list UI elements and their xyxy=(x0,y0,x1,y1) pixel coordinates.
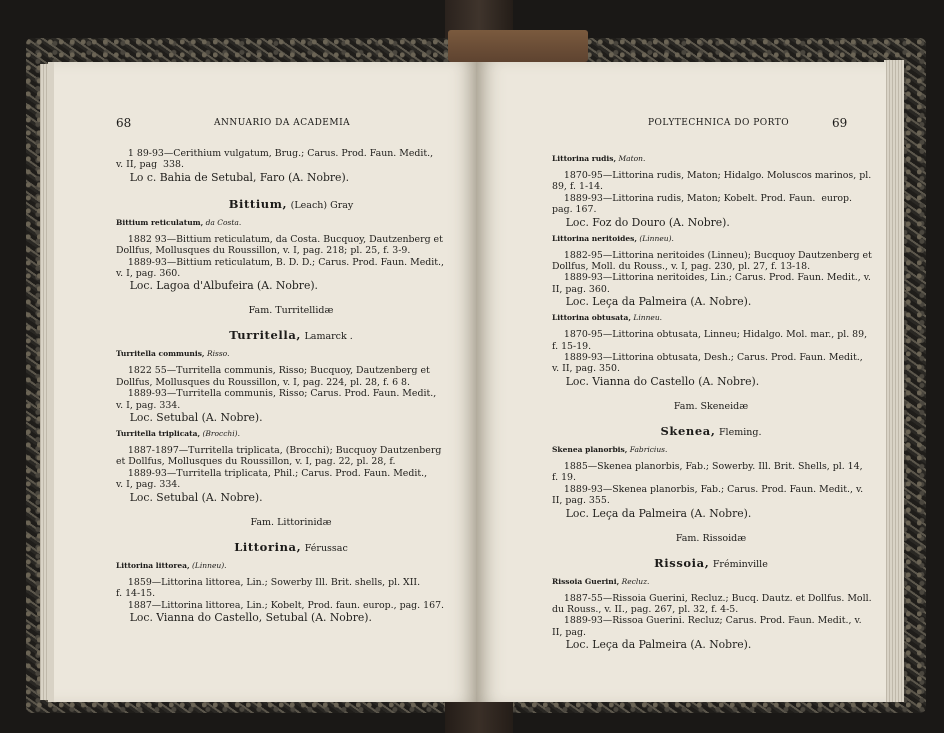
text-line: v. I, pag. 334. xyxy=(116,399,181,411)
right-page-edges xyxy=(884,60,904,702)
left-page xyxy=(48,62,478,702)
text-line: f. 19. xyxy=(552,472,577,484)
text-line: f. 14-15. xyxy=(116,588,156,600)
family-heading: Fam. Littorinidæ xyxy=(250,516,332,528)
species-author: (Linneu). xyxy=(192,560,227,570)
species-heading xyxy=(116,561,466,570)
locality-line: Loc. Leça da Palmeira (A. Nobre). xyxy=(552,295,752,309)
genus-author: Fleming. xyxy=(718,426,762,438)
locality-line: Loc. Vianna do Castello, Setubal (A. Nobre). xyxy=(116,610,372,624)
text-line: Dollfus, Mollusques du Roussillon, v. I, pag. 218; pl. 25, f. 3-9. xyxy=(116,245,411,257)
species-name: Littorina neritoides, xyxy=(552,233,637,243)
text-line: v. I, pag. 360. xyxy=(116,268,181,280)
species-heading xyxy=(552,234,870,243)
genus-heading xyxy=(552,556,870,570)
text-line: 1889-93—Turritella communis, Risso; Carus. Prod. Faun. Medit., xyxy=(116,388,437,400)
page-number: 68 xyxy=(116,116,132,130)
text-line: 89, f. 1-14. xyxy=(552,181,604,193)
species-author: (Brocchi). xyxy=(202,429,240,439)
text-line: 1889-93—Littorina neritoides, Lin.; Carus. Prod. Faun. Medit., v. xyxy=(552,272,871,284)
species-name: Turritella communis, xyxy=(116,349,205,359)
species-author: Fabricius. xyxy=(629,444,668,454)
locality-line: Loc. Foz do Douro (A. Nobre). xyxy=(552,215,730,229)
locality-line: Loc. Setubal (A. Nobre). xyxy=(116,411,263,425)
locality-line: Loc. Leça da Palmeira (A. Nobre). xyxy=(552,638,752,652)
genus-heading xyxy=(116,540,466,554)
text-line: du Rouss., v. II., pag. 267, pl. 32, f. 4-5. xyxy=(552,603,739,615)
text-line: 1822 55—Turritella communis, Risso; Bucquoy, Dautzenberg et xyxy=(116,365,430,377)
family-heading: Fam. Turritellidæ xyxy=(248,305,334,317)
genus-name: Rissoia, xyxy=(654,555,710,570)
genus-author: Lamarck . xyxy=(304,331,353,343)
text-line: 1889-93—Littorina obtusata, Desh.; Carus. Prod. Faun. Medit., xyxy=(552,352,863,364)
family-heading: Fam. Rissoidæ xyxy=(675,532,747,544)
species-name: Littorina obtusata, xyxy=(552,313,631,323)
genus-name: Turritella, xyxy=(229,328,301,343)
genus-name: Bittium, xyxy=(228,196,288,211)
locality-line: Loc. Vianna do Castello (A. Nobre). xyxy=(552,374,760,388)
text-line: II, pag. xyxy=(552,626,586,638)
locality-line: Loc. Lagoa d'Albufeira (A. Nobre). xyxy=(116,279,318,293)
species-heading xyxy=(116,218,466,227)
text-line: Dollfus, Moll. du Rouss., v. I, pag. 230, pl. 27, f. 13-18. xyxy=(552,261,811,273)
page-number: 69 xyxy=(832,116,848,130)
species-heading xyxy=(552,577,870,586)
genus-author: Fréminville xyxy=(712,558,768,570)
text-line: 1882 93—Bittium reticulatum, da Costa. Bucquoy, Dautzenberg et xyxy=(116,233,443,245)
species-author: Maton. xyxy=(618,154,646,163)
text-line: pag. 167. xyxy=(552,204,597,216)
species-heading xyxy=(552,313,870,322)
text-line: 1885—Skenea planorbis, Fab.; Sowerby. Ill. Brit. Shells, pl. 14, xyxy=(552,460,863,472)
text-line: 1889-93—Littorina rudis, Maton; Kobelt. Prod. Faun. europ. xyxy=(552,192,853,204)
species-name: Rissoia Guerini, xyxy=(552,576,620,586)
text-line: 1882-95—Littorina neritoides (Linneu); Bucquoy Dautzenberg et xyxy=(552,249,872,261)
text-line: v. II, pag. 350. xyxy=(552,363,620,375)
text-line: 1889-93—Bittium reticulatum, B. D. D.; Carus. Prod. Faun. Medit., xyxy=(116,256,445,268)
text-line: Dollfus, Mollusques du Roussillon, v. I, pag. 224, pl. 28, f. 6 8. xyxy=(116,376,410,388)
species-name: Bittium reticulatum, xyxy=(116,217,204,227)
genus-heading xyxy=(116,328,466,342)
text-line: v. II, pag 338. xyxy=(116,159,184,171)
genus-name: Skenea, xyxy=(660,423,716,438)
genus-heading xyxy=(116,197,466,211)
text-line: 1870-95—Littorina rudis, Maton; Hidalgo. Moluscos marinos, pl. xyxy=(552,170,872,181)
running-header: ANNUARIO DA ACADEMIA xyxy=(214,118,351,128)
locality-line: Loc. Setubal (A. Nobre). xyxy=(116,490,263,504)
species-heading xyxy=(116,429,466,438)
text-line: 1889-93—Turritella triplicata, Phil.; Carus. Prod. Faun. Medit., xyxy=(116,467,428,479)
species-author: Recluz. xyxy=(621,576,650,586)
locality-line: Loc. Leça da Palmeira (A. Nobre). xyxy=(552,506,752,520)
family-heading: Fam. Skeneidæ xyxy=(673,400,749,412)
species-author: Risso. xyxy=(206,349,230,359)
text-line: 1887-55—Rissoia Guerini, Recluz.; Bucq. Dautz. et Dollfus. Moll. xyxy=(552,592,872,604)
species-heading xyxy=(552,154,870,163)
text-line: 1889-93—Rissoa Guerini. Recluz; Carus. Prod. Faun. Medit., v. xyxy=(552,615,862,627)
leather-spine xyxy=(448,30,588,62)
text-line: II, pag. 360. xyxy=(552,283,610,295)
species-heading xyxy=(552,445,870,454)
species-author: (Linneu). xyxy=(639,233,674,243)
genus-heading xyxy=(552,424,870,438)
genus-author: Férussac xyxy=(304,542,348,554)
species-heading xyxy=(116,349,466,358)
genus-author: (Leach) Gray xyxy=(290,199,354,211)
text-line: 1887-1897—Turritella triplicata, (Brocchi); Bucquoy Dautzenberg xyxy=(116,445,442,457)
page-body xyxy=(552,150,870,656)
text-line: v. I, pag. 334. xyxy=(116,479,181,491)
page-body xyxy=(116,148,466,629)
text-line: 1 89-93—Cerithium vulgatum, Brug.; Carus. Prod. Faun. Medit., xyxy=(116,148,434,159)
species-author: da Costa. xyxy=(205,217,242,227)
species-name: Littorina rudis, xyxy=(552,154,617,163)
genus-name: Littorina, xyxy=(234,539,302,554)
text-line: 1889-93—Skenea planorbis, Fab.; Carus. Prod. Faun. Medit., v. xyxy=(552,483,864,495)
text-line: et Dollfus, Mollusques du Roussillon, v. I, pag. 22, pl. 28, f. xyxy=(116,456,396,468)
text-line: 1887—Littorina littorea, Lin.; Kobelt, Prod. faun. europ., pag. 167. xyxy=(116,599,445,611)
locality-line: Lo c. Bahia de Setubal, Faro (A. Nobre). xyxy=(116,170,350,184)
text-line: 1870-95—Littorina obtusata, Linneu; Hidalgo. Mol. mar., pl. 89, xyxy=(552,329,868,341)
text-line: 1859—Littorina littorea, Lin.; Sowerby Ill. Brit. shells, pl. XII. xyxy=(116,576,421,588)
species-name: Littorina littorea, xyxy=(116,560,190,570)
species-author: Linneu. xyxy=(633,313,663,323)
right-page xyxy=(476,62,886,702)
text-line: II, pag. 355. xyxy=(552,495,610,507)
species-name: Skenea planorbis, xyxy=(552,444,628,454)
species-name: Turritella triplicata, xyxy=(116,429,201,439)
running-header: POLYTECHNICA DO PORTO xyxy=(648,118,790,128)
text-line: f. 15-19. xyxy=(552,340,592,352)
